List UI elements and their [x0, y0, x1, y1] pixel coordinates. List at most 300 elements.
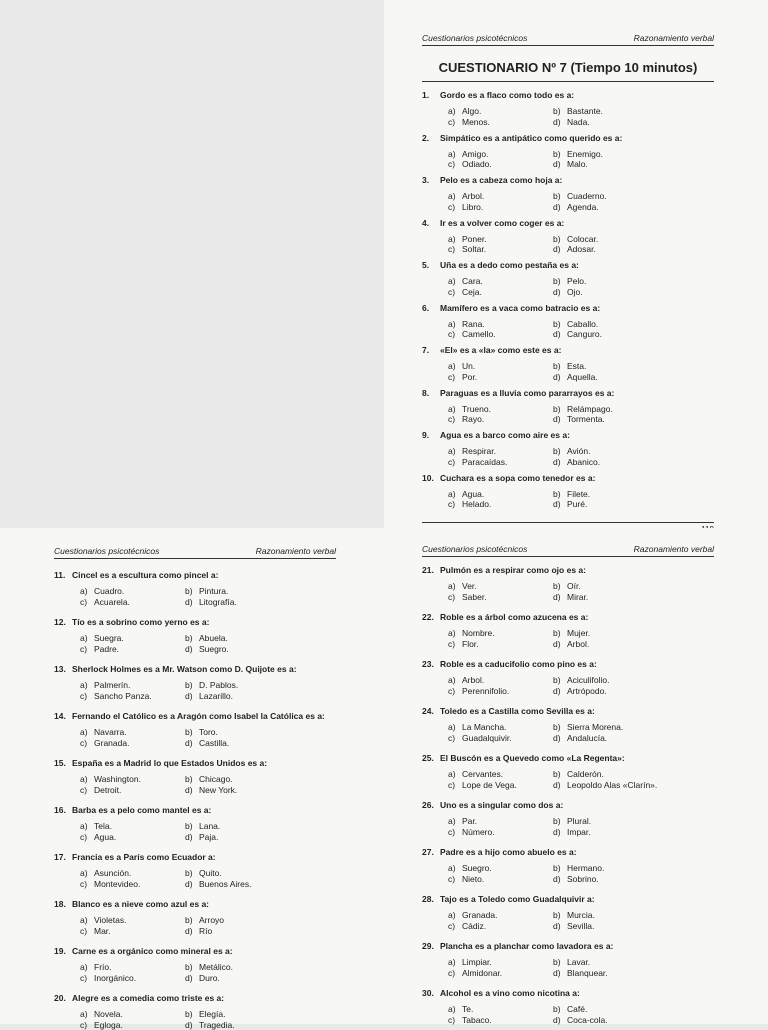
answer-option[interactable]: [185, 1020, 305, 1030]
option-letter: a): [80, 915, 94, 926]
option-text: Ceja.: [462, 287, 482, 297]
answer-option[interactable]: [448, 457, 553, 468]
answer-option[interactable]: [448, 874, 553, 885]
answer-option[interactable]: [185, 973, 305, 984]
option-letter: c): [448, 414, 462, 425]
option-letter: b): [553, 319, 567, 330]
option-grid: [80, 727, 354, 748]
answer-option[interactable]: [448, 404, 553, 415]
option-letter: a): [80, 821, 94, 832]
answer-option[interactable]: [553, 244, 673, 255]
option-letter: c): [448, 733, 462, 744]
option-letter: d): [553, 457, 567, 468]
option-text: Odiado.: [462, 159, 492, 169]
option-text: Respirar.: [462, 446, 496, 456]
answer-option[interactable]: [553, 149, 673, 160]
answer-option[interactable]: [185, 821, 305, 832]
answer-option[interactable]: [448, 957, 553, 968]
question-item: [54, 993, 354, 1030]
option-text: Plural.: [567, 816, 591, 826]
question-text: [422, 260, 722, 270]
answer-option[interactable]: [185, 644, 305, 655]
question-item: [54, 617, 354, 654]
answer-option[interactable]: [553, 910, 673, 921]
question-number: 14.: [54, 711, 72, 721]
question-prompt: Gordo es a flaco como todo es a:: [440, 90, 574, 100]
question-number: 8.: [422, 388, 440, 398]
question-text: [54, 946, 354, 956]
option-letter: d): [553, 780, 567, 791]
option-grid: [80, 1009, 354, 1030]
answer-option[interactable]: [448, 329, 553, 340]
question-number: 24.: [422, 706, 440, 716]
option-letter: a): [448, 722, 462, 733]
option-text: Un.: [462, 361, 475, 371]
answer-option[interactable]: [553, 874, 673, 885]
answer-option[interactable]: [553, 191, 673, 202]
answer-option[interactable]: [553, 106, 673, 117]
answer-option[interactable]: [80, 915, 185, 926]
answer-option[interactable]: [185, 832, 305, 843]
option-text: Algo.: [462, 106, 481, 116]
option-grid: [448, 957, 722, 978]
answer-option[interactable]: [448, 639, 553, 650]
answer-option[interactable]: [448, 361, 553, 372]
question-prompt: Padre es a hijo como abuelo es a:: [440, 847, 577, 857]
option-text: Granada.: [94, 738, 129, 748]
option-grid: [448, 816, 722, 837]
option-text: Soltar.: [462, 244, 486, 254]
answer-option[interactable]: [448, 159, 553, 170]
question-prompt: Agua es a barco como aire es a:: [440, 430, 570, 440]
option-text: Asunción.: [94, 868, 131, 878]
answer-option[interactable]: [448, 921, 553, 932]
option-text: Suegro.: [199, 644, 229, 654]
question-item: [54, 805, 354, 842]
option-letter: b): [553, 149, 567, 160]
option-letter: c): [80, 691, 94, 702]
option-letter: b): [553, 628, 567, 639]
question-text: [422, 90, 722, 100]
answer-option[interactable]: [553, 404, 673, 415]
option-text: Libro.: [462, 202, 483, 212]
answer-option[interactable]: [185, 868, 305, 879]
option-letter: c): [448, 639, 462, 650]
answer-option[interactable]: [448, 827, 553, 838]
answer-option[interactable]: [553, 457, 673, 468]
question-number: 22.: [422, 612, 440, 622]
option-text: Toro.: [199, 727, 218, 737]
option-text: Paja.: [199, 832, 218, 842]
answer-option[interactable]: [80, 774, 185, 785]
option-text: Suegra.: [94, 633, 124, 643]
option-letter: b): [553, 816, 567, 827]
answer-option[interactable]: [448, 372, 553, 383]
question-prompt: Sherlock Holmes es a Mr. Watson como D. Quijote es a:: [72, 664, 297, 674]
option-text: Flor.: [462, 639, 479, 649]
option-grid: [448, 404, 722, 425]
option-text: Caballo.: [567, 319, 598, 329]
option-letter: a): [80, 774, 94, 785]
option-letter: a): [448, 319, 462, 330]
answer-option[interactable]: [553, 628, 673, 639]
option-text: Guadalquivir.: [462, 733, 512, 743]
answer-option[interactable]: [448, 675, 553, 686]
option-letter: a): [448, 234, 462, 245]
option-text: Enemigo.: [567, 149, 603, 159]
option-text: Paracaídas.: [462, 457, 507, 467]
answer-option[interactable]: [448, 1015, 553, 1026]
answer-option[interactable]: [553, 499, 673, 510]
answer-option[interactable]: [553, 234, 673, 245]
answer-option[interactable]: [80, 973, 185, 984]
option-text: Amigo.: [462, 149, 488, 159]
option-text: Montevideo.: [94, 879, 140, 889]
answer-option[interactable]: [448, 106, 553, 117]
answer-option[interactable]: [80, 821, 185, 832]
answer-option[interactable]: [185, 727, 305, 738]
option-text: Rana.: [462, 319, 485, 329]
page-bottom-right: [384, 528, 768, 1024]
option-letter: c): [448, 686, 462, 697]
answer-option[interactable]: [185, 926, 305, 937]
answer-option[interactable]: [553, 319, 673, 330]
option-text: Aquella.: [567, 372, 598, 382]
answer-option[interactable]: [448, 733, 553, 744]
question-item: [422, 473, 722, 510]
option-text: Tabaco.: [462, 1015, 492, 1025]
answer-option[interactable]: [80, 926, 185, 937]
answer-option[interactable]: [553, 159, 673, 170]
option-letter: d): [185, 785, 199, 796]
question-item: [54, 758, 354, 795]
answer-option[interactable]: [553, 592, 673, 603]
option-letter: c): [80, 785, 94, 796]
answer-option[interactable]: [448, 581, 553, 592]
answer-option[interactable]: [553, 1004, 673, 1015]
answer-option[interactable]: [448, 1004, 553, 1015]
option-text: Frío.: [94, 962, 111, 972]
answer-option[interactable]: [185, 962, 305, 973]
question-prompt: Blanco es a nieve como azul es a:: [72, 899, 209, 909]
answer-option[interactable]: [553, 863, 673, 874]
option-letter: a): [80, 868, 94, 879]
option-letter: d): [553, 874, 567, 885]
answer-option[interactable]: [80, 644, 185, 655]
question-prompt: El Buscón es a Quevedo como «La Regenta»:: [440, 753, 625, 763]
question-number: 7.: [422, 345, 440, 355]
option-text: Acuarela.: [94, 597, 130, 607]
answer-option[interactable]: [553, 117, 673, 128]
option-text: Mujer.: [567, 628, 590, 638]
question-prompt: Pelo es a cabeza como hoja a:: [440, 175, 562, 185]
option-text: Quito.: [199, 868, 222, 878]
answer-option[interactable]: [80, 691, 185, 702]
answer-option[interactable]: [185, 597, 305, 608]
answer-option[interactable]: [80, 738, 185, 749]
question-text: [422, 218, 722, 228]
answer-option[interactable]: [553, 722, 673, 733]
answer-option[interactable]: [553, 827, 673, 838]
option-text: D. Pablos.: [199, 680, 238, 690]
answer-option[interactable]: [553, 1015, 673, 1026]
option-text: Violetas.: [94, 915, 126, 925]
answer-option[interactable]: [448, 489, 553, 500]
question-text: [422, 345, 722, 355]
answer-option[interactable]: [553, 675, 673, 686]
option-letter: a): [448, 957, 462, 968]
option-letter: d): [553, 202, 567, 213]
option-text: Chicago.: [199, 774, 233, 784]
option-letter: c): [80, 1020, 94, 1030]
question-prompt: Uno es a singular como dos a:: [440, 800, 563, 810]
answer-option[interactable]: [553, 957, 673, 968]
question-prompt: Plancha es a planchar como lavadora es a:: [440, 941, 613, 951]
answer-option[interactable]: [553, 276, 673, 287]
answer-option[interactable]: [448, 686, 553, 697]
question-text: [422, 473, 722, 483]
page-header: [54, 546, 336, 559]
answer-option[interactable]: [80, 633, 185, 644]
page-top: [384, 0, 768, 540]
answer-option[interactable]: [80, 597, 185, 608]
option-letter: d): [185, 973, 199, 984]
option-text: Novela.: [94, 1009, 123, 1019]
answer-option[interactable]: [448, 769, 553, 780]
option-letter: b): [553, 675, 567, 686]
question-number: 12.: [54, 617, 72, 627]
answer-option[interactable]: [185, 785, 305, 796]
option-letter: b): [185, 633, 199, 644]
option-text: Lana.: [199, 821, 220, 831]
answer-option[interactable]: [448, 863, 553, 874]
question-item: [422, 894, 722, 931]
answer-option[interactable]: [80, 727, 185, 738]
question-prompt: Roble es a árbol como azucena es a:: [440, 612, 588, 622]
answer-option[interactable]: [553, 581, 673, 592]
option-text: Por.: [462, 372, 477, 382]
question-prompt: Tío es a sobrino como yerno es a:: [72, 617, 209, 627]
question-prompt: Alcohol es a vino como nicotina a:: [440, 988, 580, 998]
answer-option[interactable]: [448, 287, 553, 298]
option-letter: a): [448, 361, 462, 372]
answer-option[interactable]: [553, 733, 673, 744]
question-number: 26.: [422, 800, 440, 810]
answer-option[interactable]: [553, 489, 673, 500]
answer-option[interactable]: [448, 202, 553, 213]
answer-option[interactable]: [185, 738, 305, 749]
answer-option[interactable]: [185, 915, 305, 926]
question-item: [422, 706, 722, 743]
option-text: Nombre.: [462, 628, 495, 638]
option-text: Aciculifolio.: [567, 675, 610, 685]
answer-option[interactable]: [80, 832, 185, 843]
option-text: Abanico.: [567, 457, 600, 467]
option-text: Mar.: [94, 926, 111, 936]
answer-option[interactable]: [185, 879, 305, 890]
question-text: [54, 805, 354, 815]
answer-option[interactable]: [553, 361, 673, 372]
question-text: [422, 430, 722, 440]
answer-option[interactable]: [553, 921, 673, 932]
answer-option[interactable]: [553, 968, 673, 979]
answer-option[interactable]: [448, 319, 553, 330]
option-text: Rayo.: [462, 414, 484, 424]
option-text: Poner.: [462, 234, 487, 244]
option-text: Nada.: [567, 117, 590, 127]
question-prompt: Carne es a orgánico como mineral es a:: [72, 946, 233, 956]
option-text: Duro.: [199, 973, 220, 983]
option-text: Avión.: [567, 446, 590, 456]
option-letter: c): [80, 926, 94, 937]
option-grid: [80, 774, 354, 795]
option-text: Coca-cola.: [567, 1015, 608, 1025]
question-text: [422, 988, 722, 998]
option-text: Helado.: [462, 499, 491, 509]
option-letter: a): [448, 675, 462, 686]
question-number: 21.: [422, 565, 440, 575]
answer-option[interactable]: [448, 968, 553, 979]
option-letter: d): [553, 827, 567, 838]
option-letter: c): [448, 287, 462, 298]
answer-option[interactable]: [448, 234, 553, 245]
answer-option[interactable]: [185, 691, 305, 702]
answer-option[interactable]: [553, 816, 673, 827]
answer-option[interactable]: [448, 592, 553, 603]
question-prompt: Ir es a volver como coger es a:: [440, 218, 564, 228]
answer-option[interactable]: [448, 414, 553, 425]
answer-option[interactable]: [553, 639, 673, 650]
option-text: Agua.: [462, 489, 484, 499]
question-text: [422, 175, 722, 185]
question-text: [422, 659, 722, 669]
answer-option[interactable]: [553, 446, 673, 457]
question-text: [422, 800, 722, 810]
option-text: Murcia.: [567, 910, 595, 920]
question-item: [422, 90, 722, 127]
answer-option[interactable]: [553, 202, 673, 213]
question-number: 5.: [422, 260, 440, 270]
option-text: Arbol.: [462, 675, 484, 685]
answer-option[interactable]: [185, 1009, 305, 1020]
answer-option[interactable]: [185, 680, 305, 691]
option-letter: b): [553, 722, 567, 733]
answer-option[interactable]: [448, 628, 553, 639]
option-letter: a): [448, 581, 462, 592]
answer-option[interactable]: [185, 774, 305, 785]
answer-option[interactable]: [80, 785, 185, 796]
option-text: Filete.: [567, 489, 590, 499]
option-letter: c): [448, 827, 462, 838]
answer-option[interactable]: [553, 686, 673, 697]
answer-option[interactable]: [448, 191, 553, 202]
option-letter: c): [80, 644, 94, 655]
option-letter: d): [553, 329, 567, 340]
answer-option[interactable]: [80, 586, 185, 597]
option-grid: [448, 722, 722, 743]
option-text: Cara.: [462, 276, 483, 286]
answer-option[interactable]: [80, 1009, 185, 1020]
answer-option[interactable]: [185, 633, 305, 644]
option-letter: b): [185, 962, 199, 973]
answer-option[interactable]: [448, 276, 553, 287]
answer-option[interactable]: [553, 287, 673, 298]
option-text: Navarra.: [94, 727, 127, 737]
question-item: [422, 941, 722, 978]
question-prompt: Barba es a pelo como mantel es a:: [72, 805, 211, 815]
answer-option[interactable]: [80, 879, 185, 890]
answer-option[interactable]: [448, 816, 553, 827]
question-prompt: Fernando el Católico es a Aragón como Isabel la Católica es a:: [72, 711, 325, 721]
answer-option[interactable]: [448, 149, 553, 160]
option-letter: d): [553, 244, 567, 255]
answer-option[interactable]: [553, 372, 673, 383]
option-letter: a): [80, 962, 94, 973]
answer-option[interactable]: [80, 680, 185, 691]
option-text: Pelo.: [567, 276, 586, 286]
question-text: [422, 565, 722, 575]
question-prompt: Cincel es a escultura como pincel a:: [72, 570, 218, 580]
question-text: [54, 617, 354, 627]
option-letter: a): [80, 633, 94, 644]
answer-option[interactable]: [553, 329, 673, 340]
question-text: [422, 847, 722, 857]
answer-option[interactable]: [448, 446, 553, 457]
answer-option[interactable]: [448, 117, 553, 128]
option-letter: b): [553, 276, 567, 287]
option-text: Pintura.: [199, 586, 228, 596]
option-letter: d): [553, 117, 567, 128]
answer-option[interactable]: [80, 962, 185, 973]
question-number: 6.: [422, 303, 440, 313]
option-letter: d): [185, 691, 199, 702]
answer-option[interactable]: [448, 780, 553, 791]
option-letter: a): [448, 1004, 462, 1015]
option-text: Malo.: [567, 159, 588, 169]
option-text: Andalucía.: [567, 733, 607, 743]
answer-option[interactable]: [448, 722, 553, 733]
answer-option[interactable]: [553, 780, 673, 791]
option-letter: c): [80, 879, 94, 890]
option-letter: c): [448, 874, 462, 885]
question-number: 20.: [54, 993, 72, 1003]
question-item: [422, 800, 722, 837]
question-prompt: Toledo es a Castilla como Sevilla es a:: [440, 706, 595, 716]
answer-option[interactable]: [448, 910, 553, 921]
option-letter: d): [553, 733, 567, 744]
header-right: Razonamiento verbal: [634, 33, 714, 43]
option-letter: a): [80, 680, 94, 691]
option-letter: c): [448, 117, 462, 128]
answer-option[interactable]: [80, 1020, 185, 1030]
option-text: Limpiar.: [462, 957, 492, 967]
option-grid: [80, 868, 354, 889]
answer-option[interactable]: [553, 769, 673, 780]
answer-option[interactable]: [185, 586, 305, 597]
answer-option[interactable]: [448, 244, 553, 255]
option-text: Lazarillo.: [199, 691, 233, 701]
option-letter: d): [185, 832, 199, 843]
option-letter: d): [185, 644, 199, 655]
answer-option[interactable]: [448, 499, 553, 510]
answer-option[interactable]: [553, 414, 673, 425]
option-grid: [448, 149, 722, 170]
option-text: Sierra Morena.: [567, 722, 623, 732]
question-item: [54, 570, 354, 607]
option-text: Canguro.: [567, 329, 602, 339]
option-grid: [80, 962, 354, 983]
answer-option[interactable]: [80, 868, 185, 879]
